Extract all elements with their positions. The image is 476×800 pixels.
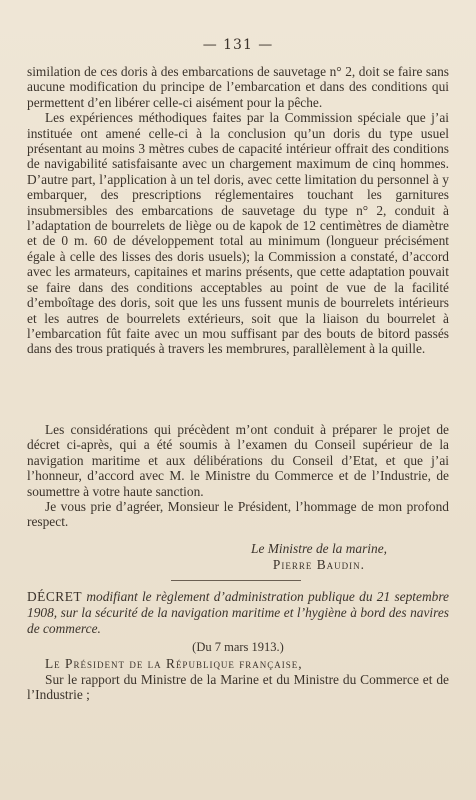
paragraph: similation de ces doris à des embarcations de sauvetage n° 2, doit se faire sans aucune modification du principe de l’embarcation et dans des conditions qui permettent d’en libérer celle-ci aisément pour la pêche.	[27, 64, 449, 110]
report-body-bottom	[27, 422, 449, 530]
decree-date: (Du 7 mars 1913.)	[192, 640, 284, 654]
page-number: — 131 —	[202, 37, 274, 53]
preamble: Sur le rapport du Ministre de la Marine et du Ministre du Commerce et de l’Industrie ;	[27, 672, 449, 703]
decree-title: modifiant le règlement d’administration publique du 21 septembre 1908, sur la sécurité de la navigation maritime et l’hygiène à bord des navires de commerce.	[27, 589, 449, 636]
decree-label: DÉCRET	[27, 589, 83, 604]
signature-title: Le Ministre de la marine,	[251, 541, 387, 556]
signature-name: Pierre Baudin.	[272, 557, 365, 572]
section-divider	[171, 580, 301, 581]
paragraph: Les considérations qui précèdent m’ont conduit à préparer le projet de décret ci-après, qui a été soumis à l’examen du Conseil supérieur de la navigation maritime et aux délibérations du Conseil d’Etat, et que j’ai l’honneur, d’accord avec M. le Ministre du Commerce et de l’Industrie, de soumettre à votre haute sanction.	[27, 422, 449, 499]
paragraph: Les expériences méthodiques faites par la Commission spéciale que j’ai instituée ont amené celle-ci à la conclusion qu’un doris du type usuel présentant au moins 3 mètres cubes de capacité intérieur offrait des conditions de navigabilité satisfaisante avec un chargement maximum de cinq hommes. D’autre part, l’application à un tel doris, avec cette limitation du personnel à y embarquer, des prescriptions réglementaires touchant les garnitures insubmersibles des embarcations de sauvetage du type n° 2, conduit à l’adaptation de bourrelets de liège ou de kapok de 12 centimètres de diamètre et de 0 m. 60 de développement total au minimum (longueur précisément égale à celle des lisses des doris usuels); la Commission a constaté, d’accord avec les armateurs, capitaines et marins présents, que cette adaptation pouvait se faire dans des conditions acceptables au point de vue de la facilité d’emboîtage des doris, soit que les uns fussent munis de bourrelets intérieurs et les autres de bourrelets extérieurs, soit que la liaison du bourrelet à l’embarcation fût faite avec un mou suffisant par des bouts de bitord passés dans des trous pratiqués à travers les membrures, parallèlement à la quille.	[27, 110, 449, 357]
paragraph: Je vous prie d’agréer, Monsieur le Président, l’hommage de mon profond respect.	[27, 499, 449, 530]
report-body-top	[27, 64, 449, 357]
decree-heading	[27, 589, 449, 637]
president-heading: Le Président de la République française,	[45, 656, 303, 671]
